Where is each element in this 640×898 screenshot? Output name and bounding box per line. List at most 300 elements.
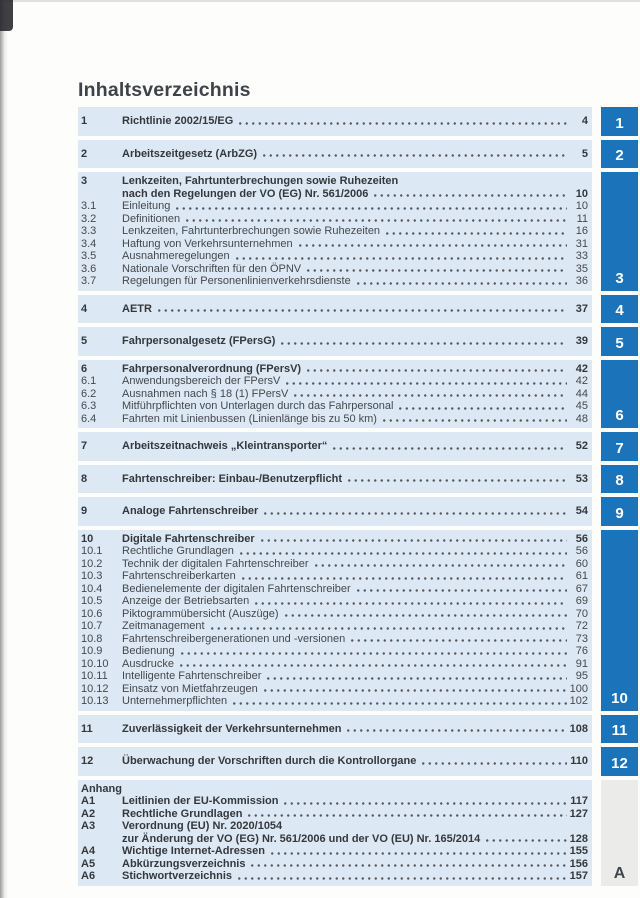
entry-title: Lenkzeiten, Fahrtunterbrechungen sowie Ruhezeiten — [122, 225, 381, 237]
entry-page: 48 — [575, 412, 588, 425]
toc-entry — [78, 225, 592, 238]
chapter-thumb-tab — [601, 107, 638, 136]
chapter-thumb-tab — [601, 140, 638, 169]
entry-page: 35 — [575, 262, 588, 275]
toc-section — [78, 465, 638, 494]
entry-line — [78, 658, 592, 671]
entry-title: Analoge Fahrtenschreiber — [122, 505, 259, 517]
entry-number: 3.3 — [81, 225, 97, 237]
toc-entry — [78, 558, 592, 571]
entry-number: 1 — [81, 115, 88, 127]
section-band — [78, 107, 592, 136]
entry-line — [78, 570, 592, 583]
entry-title: Arbeitszeitgesetz (ArbZG) — [122, 147, 258, 160]
dot-leader — [249, 858, 566, 871]
entry-page: 128 — [569, 832, 588, 845]
toc-entry — [78, 620, 592, 633]
entry-line — [78, 670, 592, 683]
entry-number: 10.1 — [81, 545, 103, 557]
chapter-tab-label: 4 — [615, 302, 624, 319]
entry-title: Technik der digitalen Fahrtenschreiber — [122, 557, 309, 570]
entry-line — [78, 303, 592, 316]
entry-number: 10.2 — [81, 557, 103, 570]
entry-line — [78, 473, 592, 486]
entry-title: Ausdrucke — [122, 657, 174, 670]
section-band — [78, 327, 592, 356]
dot-leader — [262, 683, 567, 696]
chapter-thumb-tab — [601, 530, 638, 711]
entry-page: 76 — [575, 645, 588, 657]
entry-page: 73 — [575, 632, 588, 645]
section-band — [78, 747, 592, 776]
dot-leader — [236, 870, 567, 883]
entry-number: 6.4 — [81, 412, 97, 425]
entry-number: A2 — [81, 807, 96, 820]
entry-page: 10 — [575, 200, 588, 212]
dot-leader — [331, 440, 567, 453]
toc-section — [78, 360, 638, 429]
chapter-thumb-tab — [601, 360, 638, 429]
toc-section — [78, 497, 638, 526]
entry-number: 10.9 — [81, 645, 103, 657]
dot-leader — [484, 833, 566, 846]
entry-number: Anhang — [81, 782, 122, 795]
dot-leader — [397, 400, 567, 413]
band-tab-gap — [592, 497, 601, 526]
entry-line — [78, 335, 592, 348]
band-tab-gap — [592, 107, 601, 136]
entry-title: Rechtliche Grundlagen — [122, 807, 243, 820]
entry-page: 10 — [575, 187, 588, 200]
section-band — [78, 497, 592, 526]
toc-entry — [78, 645, 592, 658]
entry-line — [78, 148, 592, 161]
entry-title: Abkürzungsverzeichnis — [122, 857, 246, 870]
entry-line — [78, 755, 592, 768]
entry-number: 10.4 — [81, 582, 103, 595]
entry-page: 100 — [569, 682, 588, 695]
chapter-thumb-tab — [601, 172, 638, 291]
entry-page: 60 — [575, 557, 588, 570]
entry-line — [78, 225, 592, 238]
entry-page: 70 — [575, 607, 588, 620]
entry-line — [78, 645, 592, 658]
entry-line — [78, 723, 592, 736]
dot-leader — [292, 388, 567, 401]
entry-number: 6.3 — [81, 400, 97, 412]
toc-entry — [78, 213, 592, 226]
section-band — [78, 780, 592, 886]
toc-entry — [78, 388, 592, 401]
dot-leader — [259, 533, 567, 546]
entry-title: Fahrtenschreiberkarten — [122, 570, 236, 582]
entry-title: Zeitmanagement — [122, 620, 205, 632]
chapter-tab-label: 5 — [615, 334, 624, 352]
toc-entry — [78, 820, 592, 845]
entry-line — [78, 558, 592, 571]
toc-section — [78, 432, 638, 461]
entry-line — [78, 363, 592, 376]
section-band — [78, 140, 592, 169]
toc-section — [78, 530, 638, 711]
chapter-tab-label: 1 — [615, 114, 624, 132]
band-tab-gap — [592, 140, 601, 169]
toc-entry — [78, 695, 592, 708]
entry-line — [78, 115, 592, 128]
dot-leader — [355, 583, 567, 596]
dot-leader — [305, 263, 567, 276]
toc-entry — [78, 400, 592, 413]
entry-page: 16 — [575, 225, 588, 237]
entry-number: 10.12 — [81, 682, 109, 695]
entry-number: 10.11 — [81, 670, 108, 682]
entry-number: 9 — [81, 505, 88, 517]
entry-title: Mitführpflichten von Unterlagen durch das Fahrpersonal — [122, 400, 394, 412]
entry-number: 10 — [81, 532, 94, 545]
chapter-thumb-tab — [601, 327, 638, 356]
entry-title: Digitale Fahrtenschreiber — [122, 532, 255, 545]
toc-section — [78, 295, 638, 324]
entry-number: 3.2 — [81, 212, 97, 225]
entry-number: 3.7 — [81, 275, 97, 287]
toc-section — [78, 715, 638, 744]
entry-number: 10.5 — [81, 595, 103, 607]
chapter-tab-label: 11 — [611, 722, 628, 739]
chapter-thumb-tab — [601, 780, 638, 886]
toc-entry — [78, 870, 592, 883]
scan-corner-mark-artifact — [0, 0, 13, 31]
toc-entry — [78, 783, 592, 796]
dot-leader — [238, 545, 567, 558]
entry-number: 10.8 — [81, 632, 103, 645]
entry-number: A5 — [81, 857, 96, 870]
toc-entry — [78, 263, 592, 276]
entry-line — [78, 620, 592, 633]
toc-entry — [78, 755, 592, 768]
chapter-thumb-tab — [601, 715, 638, 744]
chapter-tab-label: 8 — [615, 472, 624, 489]
entry-page: 110 — [570, 755, 588, 767]
dot-leader — [265, 670, 567, 683]
chapter-tab-label: 2 — [615, 147, 624, 164]
toc-entry — [78, 595, 592, 608]
entry-line — [78, 870, 592, 883]
entry-number: A4 — [81, 845, 96, 857]
section-band — [78, 360, 592, 429]
toc-section — [78, 747, 638, 776]
entry-number: 4 — [81, 302, 88, 315]
entry-title: Verordnung (EU) Nr. 2020/1054 — [122, 820, 283, 832]
entry-title: Einsatz von Mietfahrzeugen — [122, 682, 258, 695]
entry-page: 157 — [569, 870, 588, 882]
chapter-tab-label: 7 — [615, 439, 624, 457]
entry-line — [78, 683, 592, 696]
scan-edge-left-artifact — [0, 0, 8, 898]
entry-title: Fahrtenschreiber: Einbau-/Benutzerpflicht — [122, 472, 343, 485]
entry-title: Einleitung — [122, 200, 171, 212]
toc-entry — [78, 148, 592, 161]
toc-entry — [78, 795, 592, 808]
dot-leader — [184, 213, 567, 226]
entry-page: 5 — [581, 147, 588, 160]
entry-line — [78, 413, 592, 426]
entry-page: 61 — [575, 570, 588, 582]
toc-entry — [78, 440, 592, 453]
entry-page: 44 — [575, 387, 588, 400]
entry-title: Zuverlässigkeit der Verkehrsunternehmen — [122, 722, 342, 735]
entry-line — [78, 808, 592, 821]
dot-leader — [297, 238, 567, 251]
toc-section — [78, 780, 638, 886]
chapter-thumb-tab — [601, 465, 638, 494]
entry-page: 54 — [575, 505, 588, 517]
entry-title: Fahrpersonalverordnung (FPersV) — [122, 362, 302, 375]
section-band — [78, 465, 592, 494]
dot-leader — [174, 200, 567, 213]
dot-leader — [237, 115, 567, 128]
entry-number: A3 — [81, 820, 96, 832]
band-tab-gap — [592, 747, 601, 776]
entry-line — [78, 583, 592, 596]
entry-title: Anwendungsbereich der FPersV — [122, 375, 281, 387]
chapter-tab-label: A — [613, 864, 626, 882]
entry-line — [78, 533, 592, 546]
entry-line — [78, 188, 592, 201]
entry-line — [78, 275, 592, 288]
entry-line — [78, 545, 592, 558]
entry-line — [78, 858, 592, 871]
chapter-thumb-tab — [601, 747, 638, 776]
entry-number: 10.7 — [81, 620, 103, 632]
entry-title: Richtlinie 2002/15/EG — [122, 115, 234, 127]
chapter-tab-label: 3 — [615, 269, 624, 287]
toc-entry — [78, 238, 592, 251]
toc-entry — [78, 845, 592, 858]
entry-page: 45 — [575, 400, 588, 412]
section-band — [78, 295, 592, 324]
entry-title: Fahrtenschreibergenerationen und -versionen — [122, 632, 346, 645]
entry-number: 3.6 — [81, 262, 97, 275]
entry-number: 10.3 — [81, 570, 103, 582]
entry-page: 108 — [569, 722, 588, 735]
entry-title: Bedienelemente der digitalen Fahrtenschreiber — [122, 582, 351, 595]
entry-page: 11 — [576, 212, 588, 225]
entry-line — [78, 695, 592, 708]
entry-title: Definitionen — [122, 212, 181, 225]
entry-line — [78, 608, 592, 621]
entry-line — [78, 388, 592, 401]
entry-title: Nationale Vorschriften für den ÖPNV — [122, 262, 302, 275]
entry-number: 6.2 — [81, 387, 97, 400]
toc-section — [78, 172, 638, 291]
entry-page: 56 — [575, 532, 588, 545]
dot-leader — [283, 608, 567, 621]
dot-leader — [253, 595, 567, 608]
toc-sections — [78, 107, 638, 886]
entry-number: 11 — [81, 722, 93, 735]
band-tab-gap — [592, 172, 601, 291]
entry-page: 42 — [575, 375, 588, 387]
dot-leader — [381, 413, 567, 426]
dot-leader — [313, 558, 568, 571]
entry-number: 10.10 — [81, 657, 109, 670]
entry-title: Wichtige Internet-Adressen — [122, 845, 265, 857]
entry-line — [78, 783, 592, 796]
toc-entry — [78, 658, 592, 671]
chapter-tab-label: 6 — [615, 407, 624, 424]
chapter-tab-label: 10 — [611, 689, 628, 707]
section-band — [78, 432, 592, 461]
entry-page: 56 — [575, 545, 588, 557]
entry-line — [78, 440, 592, 453]
dot-leader — [282, 795, 567, 808]
chapter-thumb-tab — [601, 295, 638, 324]
entry-number: 10.13 — [81, 695, 109, 707]
entry-line — [78, 375, 592, 388]
entry-number: 3.5 — [81, 250, 97, 262]
entry-line — [78, 250, 592, 263]
toc-entry — [78, 363, 592, 376]
entry-title-continued: nach den Regelungen der VO (EG) Nr. 561/2006 — [122, 187, 369, 200]
toc-entry — [78, 633, 592, 646]
dot-leader — [209, 620, 567, 633]
entry-page: 91 — [575, 657, 588, 670]
entry-title: Ausnahmeregelungen — [122, 250, 230, 262]
entry-line — [78, 263, 592, 276]
entry-page: 156 — [569, 857, 588, 870]
entry-number: 3.1 — [81, 200, 97, 212]
dot-leader — [384, 225, 567, 238]
dot-leader — [349, 633, 567, 646]
scan-edge-top-artifact — [0, 0, 640, 2]
dot-leader — [156, 303, 567, 316]
toc-entry — [78, 375, 592, 388]
toc-entry — [78, 570, 592, 583]
entry-number: A1 — [81, 795, 96, 807]
entry-line — [78, 238, 592, 251]
entry-title: Fahrten mit Linienbussen (Linienlänge bis zu 50 km) — [122, 412, 377, 425]
toc-content — [78, 80, 638, 886]
entry-page: 52 — [575, 440, 588, 452]
entry-page: 36 — [575, 275, 588, 287]
entry-line — [78, 633, 592, 646]
entry-number: 3 — [81, 175, 88, 187]
entry-page: 31 — [575, 237, 588, 250]
entry-page: 53 — [575, 472, 588, 485]
entry-title: AETR — [122, 302, 152, 315]
dot-leader — [279, 335, 567, 348]
toc-entry — [78, 808, 592, 821]
toc-entry — [78, 335, 592, 348]
entry-page: 69 — [575, 595, 588, 607]
toc-entry — [78, 858, 592, 871]
dot-leader — [261, 148, 567, 161]
entry-title: Piktogrammübersicht (Auszüge) — [122, 607, 279, 620]
toc-entry — [78, 533, 592, 546]
entry-page: 39 — [575, 335, 588, 347]
entry-line — [78, 595, 592, 608]
dot-leader — [240, 570, 567, 583]
entry-number: 5 — [81, 335, 88, 347]
chapter-tab-label: 12 — [611, 754, 628, 772]
entry-title: Anzeige der Betriebsarten — [122, 595, 250, 607]
band-tab-gap — [592, 360, 601, 429]
entry-page: 67 — [575, 582, 588, 595]
dot-leader — [346, 473, 567, 486]
toc-entry — [78, 275, 592, 288]
entry-number: 2 — [81, 147, 88, 160]
section-band — [78, 715, 592, 744]
entry-title-continued: zur Änderung der VO (EG) Nr. 561/2006 und der VO (EU) Nr. 165/2014 — [122, 832, 481, 845]
entry-page: 102 — [569, 695, 588, 707]
toc-entry — [78, 250, 592, 263]
entry-line — [78, 820, 592, 833]
band-tab-gap — [592, 465, 601, 494]
dot-leader — [420, 755, 567, 768]
toc-entry — [78, 608, 592, 621]
chapter-thumb-tab — [601, 432, 638, 461]
toc-section — [78, 107, 638, 136]
band-tab-gap — [592, 715, 601, 744]
entry-page: 37 — [575, 302, 588, 315]
entry-title: Arbeitszeitnachweis „Kleintransporter“ — [122, 440, 328, 452]
section-band — [78, 172, 592, 291]
toc-entry — [78, 303, 592, 316]
entry-number: 8 — [81, 472, 88, 485]
entry-page: 33 — [575, 250, 588, 262]
entry-number: 10.6 — [81, 607, 103, 620]
entry-title: Stichwortverzeichnis — [122, 870, 233, 882]
section-band — [78, 530, 592, 711]
entry-title: Unternehmerpflichten — [122, 695, 228, 707]
entry-line — [78, 175, 592, 188]
entry-number: 6.1 — [81, 375, 97, 387]
entry-title: Regelungen für Personenlinienverkehrsdienste — [122, 275, 351, 287]
entry-number: 6 — [81, 362, 88, 375]
entry-title: Ausnahmen nach § 18 (1) FPersV — [122, 387, 289, 400]
dot-leader — [305, 363, 567, 376]
toc-entry — [78, 505, 592, 518]
dot-leader — [231, 695, 566, 708]
dot-leader — [178, 658, 567, 671]
band-tab-gap — [592, 432, 601, 461]
entry-title: Haftung von Verkehrsunternehmen — [122, 237, 293, 250]
band-tab-gap — [592, 295, 601, 324]
toc-entry — [78, 683, 592, 696]
entry-page: 42 — [575, 362, 588, 375]
dot-leader — [246, 808, 566, 821]
entry-title: Fahrpersonalgesetz (FPersG) — [122, 335, 276, 347]
band-tab-gap — [592, 780, 601, 886]
entry-line — [78, 400, 592, 413]
dot-leader — [179, 645, 567, 658]
entry-title: Intelligente Fahrtenschreiber — [122, 670, 262, 682]
entry-title: Bedienung — [122, 645, 175, 657]
toc-entry — [78, 545, 592, 558]
entry-page: 95 — [575, 670, 588, 682]
entry-title: Lenkzeiten, Fahrtunterbrechungen sowie Ruhezeiten — [122, 175, 399, 187]
entry-line — [78, 795, 592, 808]
entry-title: Überwachung der Vorschriften durch die Kontrollorgane — [122, 755, 417, 767]
entry-number: 7 — [81, 440, 88, 452]
entry-title: Rechtliche Grundlagen — [122, 545, 234, 557]
entry-page: 127 — [569, 807, 588, 820]
toc-entry — [78, 723, 592, 736]
entry-page: 72 — [575, 620, 588, 632]
band-tab-gap — [592, 327, 601, 356]
dot-leader — [372, 188, 567, 201]
toc-section — [78, 327, 638, 356]
